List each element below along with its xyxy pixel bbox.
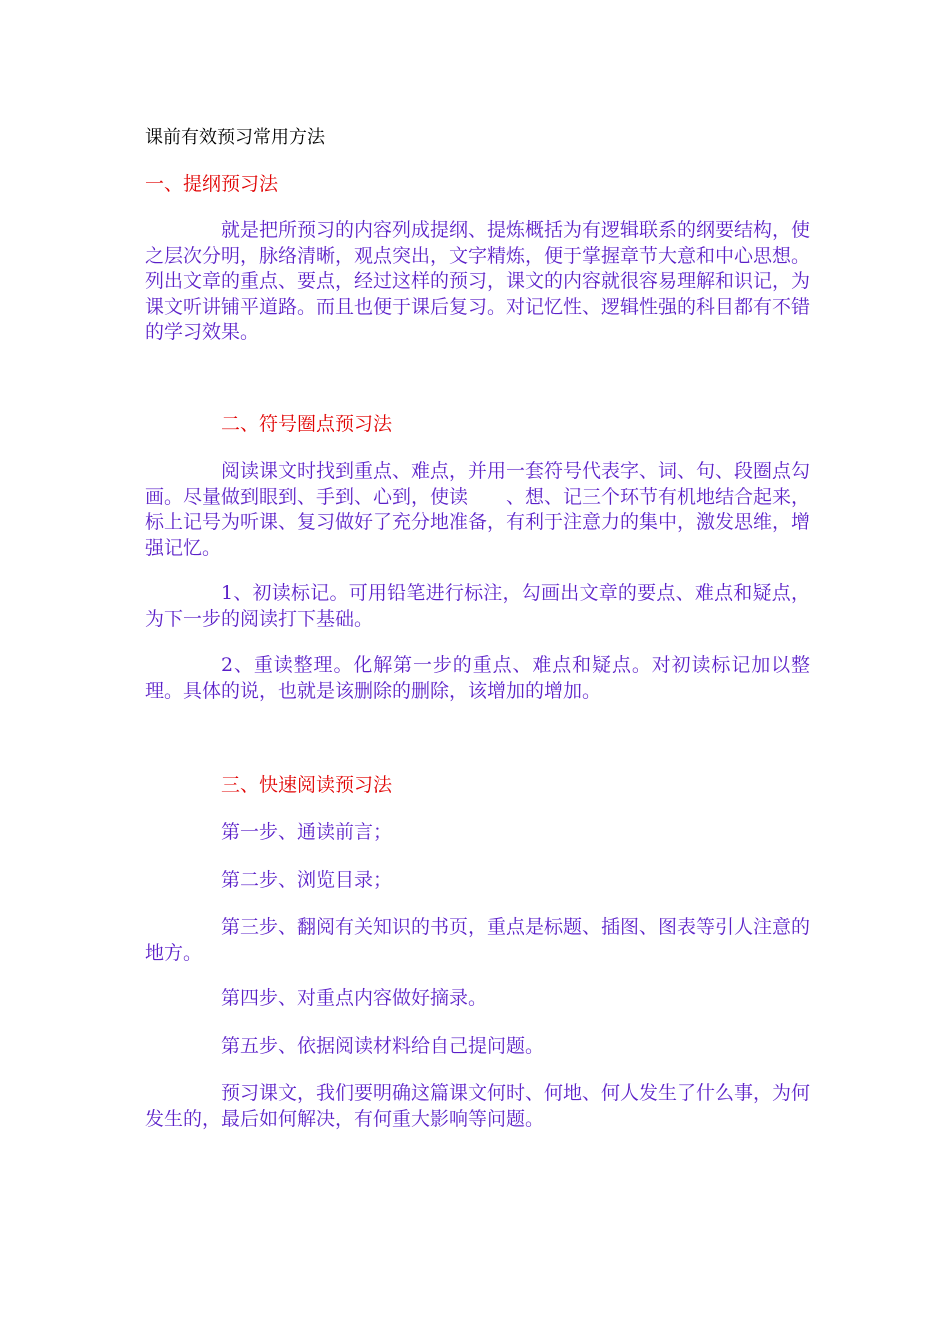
step-two: 第二步、浏览目录；: [221, 869, 393, 891]
section-paragraph-outline-method: 就是把所预习的内容列成提纲、提炼概括为有逻辑联系的纲要结构，使之层次分明，脉络清晰，观点突出，文字精炼，便于掌握章节大意和中心思想。列出文章的重点、要点，经过这样的预习，课文的内容就很容易理解和识记，为课文听讲铺平道路。而且也便于课后复习。对记忆性、逻辑性强的科目都有不错的学习效果。: [145, 219, 811, 343]
section-heading-outline-method: 一、提纲预习法: [145, 173, 279, 195]
document-title: 课前有效预习常用方法: [145, 127, 325, 148]
step-one: 第一步、通读前言；: [221, 821, 393, 843]
step-three: 第三步、翻阅有关知识的书页，重点是标题、插图、图表等引人注意的地方。: [145, 916, 811, 964]
section-heading-symbol-method: 二、符号圈点预习法: [221, 413, 393, 435]
list-item-first-reading: 1、初读标记。可用铅笔进行标注，勾画出文章的要点、难点和疑点，为下一步的阅读打下基础。: [145, 582, 810, 630]
section-heading-fast-reading-method: 三、快速阅读预习法: [221, 774, 393, 796]
list-item-second-reading: 2、重读整理。化解第一步的重点、难点和疑点。对初读标记加以整理。具体的说，也就是该删除的删除，该增加的增加。: [145, 654, 810, 702]
step-four: 第四步、对重点内容做好摘录。: [221, 987, 488, 1009]
section-paragraph-symbol-method: 阅读课文时找到重点、难点，并用一套符号代表字、词、句、段圈点勾画。尽量做到眼到、手到、心到，使读 、想、记三个环节有机地结合起来，标上记号为听课、复习做好了充分地准备，有利于注意力的集中，激发思维，增强记忆。: [145, 460, 811, 559]
step-five: 第五步、依据阅读材料给自己提问题。: [221, 1035, 545, 1057]
summary-paragraph: 预习课文，我们要明确这篇课文何时、何地、何人发生了什么事，为何发生的，最后如何解决，有何重大影响等问题。: [145, 1082, 811, 1130]
